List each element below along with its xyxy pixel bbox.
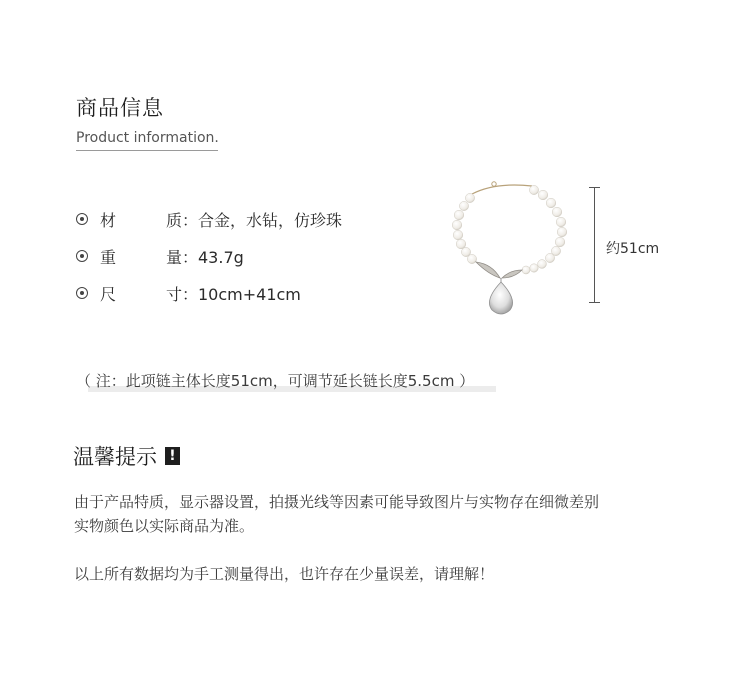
measure-line: [594, 187, 595, 303]
measure-label: 约51cm: [606, 241, 660, 257]
spec-value: ：10cm+41cm: [182, 284, 301, 304]
bullet-icon: [76, 213, 88, 225]
bullet-icon: [76, 250, 88, 262]
spec-label: 重 量: [100, 247, 182, 267]
tips-line-3: 以上所有数据均为手工测量得出，也许存在少量误差，请理解！: [74, 565, 495, 583]
measure-cap-bottom: [589, 302, 600, 303]
spec-row-weight: [76, 244, 244, 268]
section-title: 商品信息: [76, 96, 164, 120]
tips-title: 温馨提示 !: [73, 441, 180, 471]
tips-line-1: 由于产品特质，显示器设置，拍摄光线等因素可能导致图片与实物存在细微差别: [74, 493, 600, 511]
spec-value: ：合金，水钻，仿珍珠: [182, 210, 343, 230]
spec-label: 尺 寸: [100, 284, 182, 304]
bullet-icon: [76, 287, 88, 299]
spec-row-material: [76, 207, 342, 231]
section-subtitle: Product information.: [76, 130, 219, 146]
spec-value: ：43.7g: [182, 247, 244, 267]
spec-label: 材 质: [100, 210, 182, 230]
spec-row-size: [76, 281, 301, 305]
tips-line-2: 实物颜色以实际商品为准。: [74, 517, 255, 535]
length-note: （ 注：此项链主体长度51cm，可调节延长链长度5.5cm ）: [76, 372, 475, 390]
measure-cap-top: [589, 187, 600, 188]
subtitle-underline: [76, 150, 218, 151]
necklace-image: [440, 178, 590, 323]
exclamation-icon: !: [165, 447, 180, 465]
